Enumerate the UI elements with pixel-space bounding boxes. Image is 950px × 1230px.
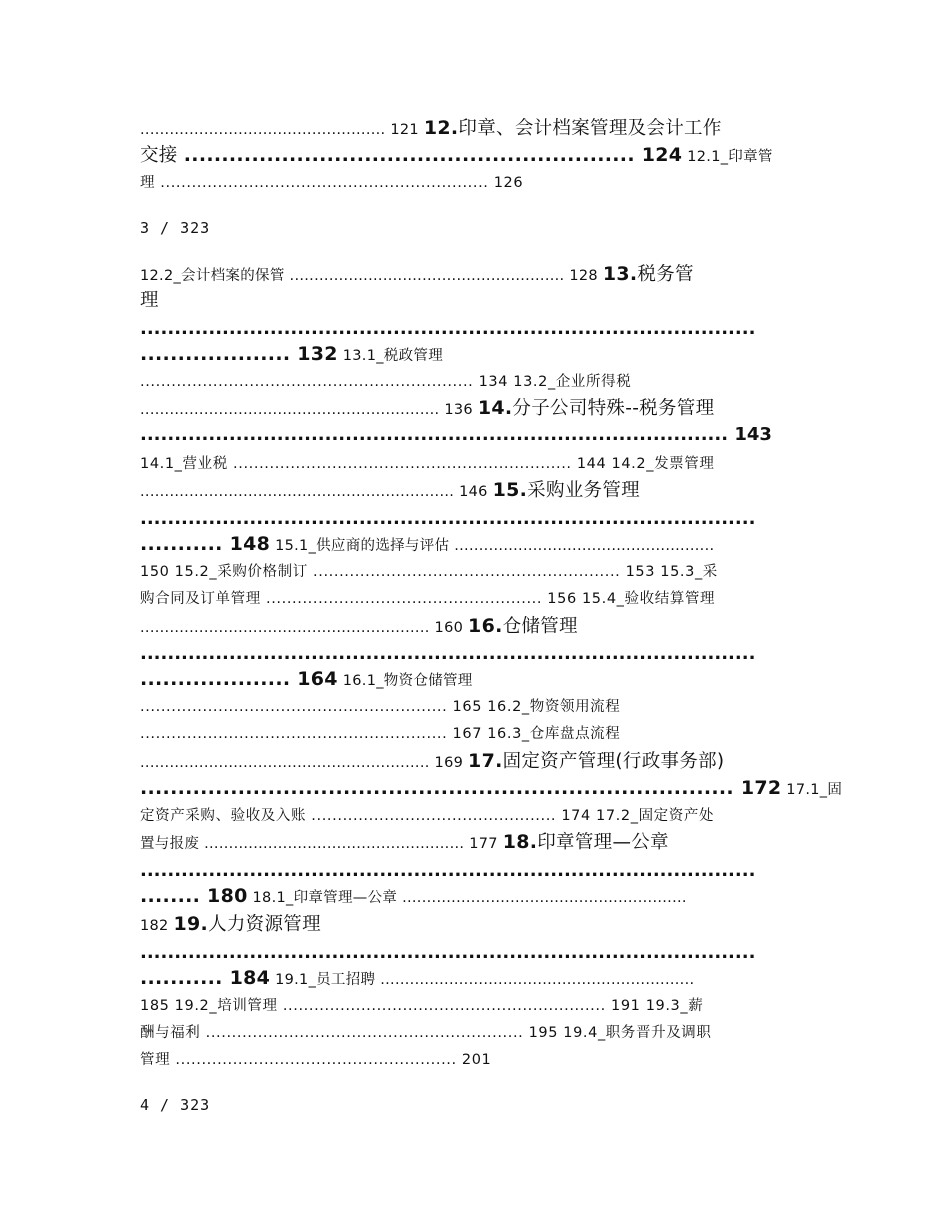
toc-leader-line: .......................................................................................... <box>140 860 756 881</box>
toc-line: ........................................................... 167 16.3_仓库盘点流程 <box>140 726 621 742</box>
toc-line: ................................................................ 146 15.采购业务管理 <box>140 479 640 501</box>
toc-line: 管理 ...................................................... 201 <box>140 1052 492 1068</box>
toc-line: ............................................................. 136 14.分子公司特殊--税务管理 <box>140 397 715 419</box>
toc-leader-line: .......................................................................................... <box>140 643 756 664</box>
toc-line: 定资产采购、验收及入账 ............................................... 174 17.2_固定资产处 <box>140 808 715 824</box>
toc-leader-line: .......................................................................................... <box>140 942 756 963</box>
toc-line: 交接 ............................................................ 124 12.1_印章管 <box>140 144 773 166</box>
page-number: 4 / 323 <box>140 1096 211 1114</box>
toc-line: 理 <box>140 290 159 311</box>
toc-leader-line: .......................................................................................... <box>140 508 756 529</box>
page-number: 3 / 323 <box>140 219 211 237</box>
toc-line: 理 ............................................................... 126 <box>140 175 524 191</box>
toc-line: 150 15.2_采购价格制订 ........................................................... 153 15.3_采 <box>140 564 718 580</box>
toc-line: ........................................................... 165 16.2_物资领用流程 <box>140 699 621 715</box>
toc-line: .................... 164 16.1_物资仓储管理 <box>140 668 473 690</box>
toc-line: ........... 184 19.1_员工招聘 ................................................................ <box>140 967 695 989</box>
toc-line: 购合同及订单管理 ..................................................... 156 15.4_验收结算管理 <box>140 591 716 607</box>
toc-line: .................... 132 13.1_税政管理 <box>140 343 443 365</box>
toc-leader-line: .......................................................................................... <box>140 318 756 339</box>
toc-line: ................................................................ 134 13.2_企业所得税 <box>140 374 632 390</box>
toc-line: 置与报废 ..................................................... 177 18.印章管理—公章 <box>140 831 669 853</box>
toc-line: ........... 148 15.1_供应商的选择与评估 ..................................................... <box>140 533 715 555</box>
toc-line: 182 19.人力资源管理 <box>140 913 321 935</box>
toc-line: ........................................................... 169 17.固定资产管理(行政事务部) <box>140 750 725 772</box>
toc-line: 12.2_会计档案的保管 ........................................................ 128 13.税务管 <box>140 263 694 285</box>
toc-line: .................................................. 121 12.印章、会计档案管理及会计工作 <box>140 117 722 139</box>
toc-line: ........................................................... 160 16.仓储管理 <box>140 615 578 637</box>
toc-line: 酬与福利 ............................................................. 195 19.4_职务晋升及调职 <box>140 1025 712 1041</box>
toc-line: 185 19.2_培训管理 .............................................................. 191 19.3_薪 <box>140 998 704 1014</box>
toc-line: 14.1_营业税 ................................................................. 144 14.2_发票管理 <box>140 456 715 472</box>
toc-line: ........ 180 18.1_印章管理—公章 .......................................................... <box>140 885 687 907</box>
toc-leader-line: ...................................................................................... 143 <box>140 424 772 445</box>
toc-line: ............................................................................... 172 17.1_固 <box>140 777 843 799</box>
